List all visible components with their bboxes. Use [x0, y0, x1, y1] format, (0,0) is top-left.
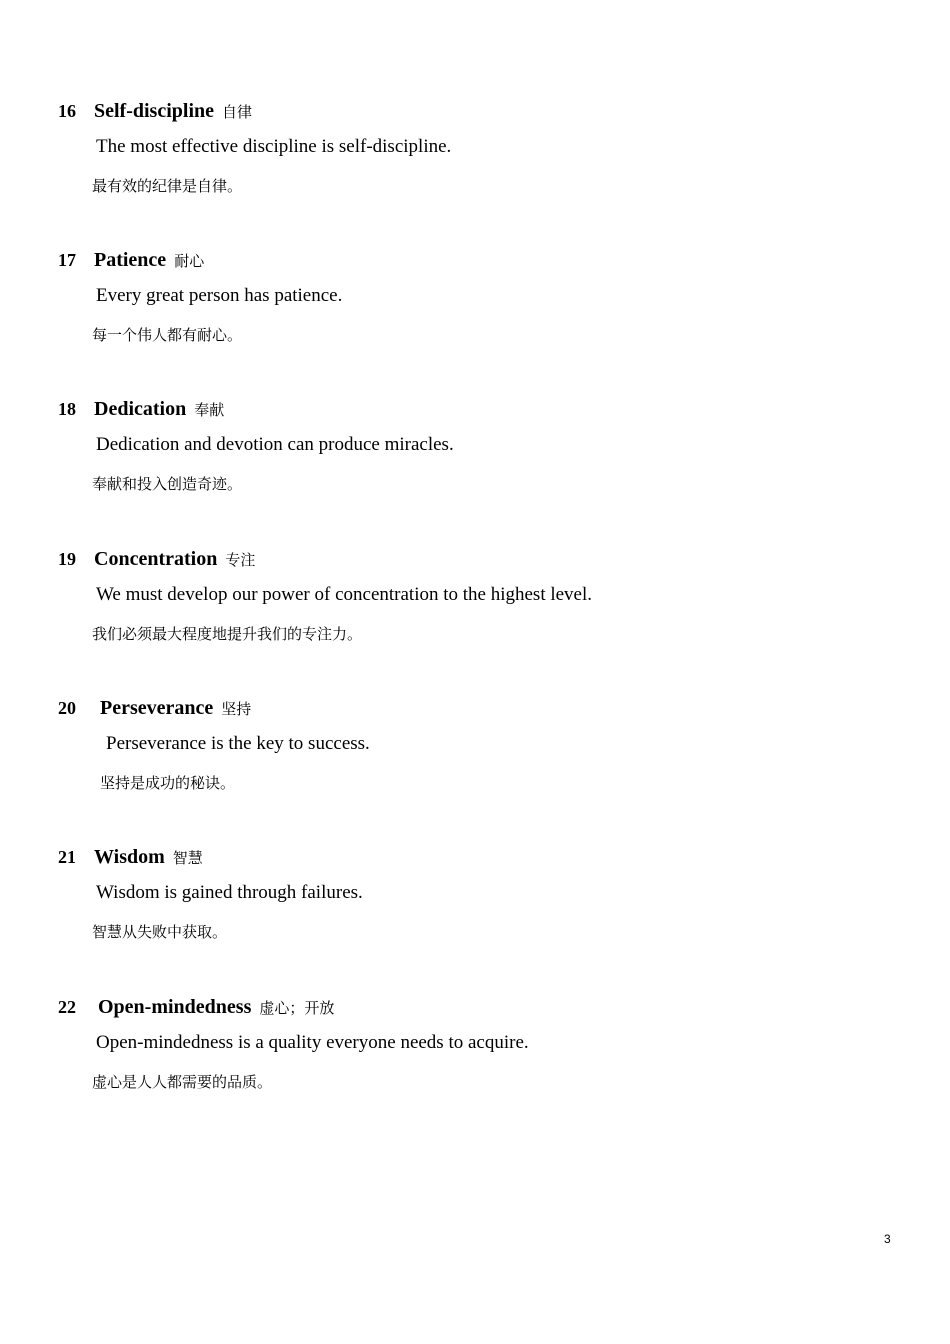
entry-heading [58, 397, 224, 421]
entry-term: Open-mindedness [98, 996, 252, 1018]
entry-chinese-sentence: 智慧从失败中获取。 [92, 923, 228, 941]
entry-number: 16 [58, 101, 76, 121]
entry-number: 19 [58, 549, 76, 569]
entry-term: Dedication [94, 398, 187, 420]
entry-term: Concentration [94, 548, 218, 570]
entry-term-chinese: 专注 [225, 551, 256, 569]
entry-term: Wisdom [94, 846, 165, 868]
entry-heading [58, 248, 204, 272]
entry-term-chinese: 坚持 [221, 700, 252, 718]
entry-heading [58, 547, 255, 571]
entry-number: 22 [58, 997, 76, 1017]
entry-heading [58, 995, 334, 1019]
entry-heading [58, 696, 251, 720]
entry-term: Perseverance [100, 697, 214, 719]
entry-english-sentence: We must develop our power of concentration to the highest level. [96, 584, 593, 605]
entry-english-sentence: Every great person has patience. [96, 285, 343, 306]
entry-20 [0, 696, 950, 826]
entry-term-chinese: 奉献 [194, 401, 225, 419]
entry-number: 18 [58, 399, 76, 419]
entry-22 [0, 995, 950, 1125]
entry-term: Patience [94, 249, 167, 271]
entry-english-sentence: The most effective discipline is self-discipline. [96, 136, 452, 157]
entry-english-sentence: Open-mindedness is a quality everyone needs to acquire. [96, 1032, 529, 1053]
entry-english-sentence: Perseverance is the key to success. [106, 733, 370, 754]
entry-term-chinese: 虚心；开放 [259, 999, 335, 1017]
entry-number: 17 [58, 250, 76, 270]
entry-term-chinese: 耐心 [174, 252, 205, 270]
entry-chinese-sentence: 最有效的纪律是自律。 [92, 177, 243, 195]
entry-term: Self-discipline [94, 100, 215, 122]
entry-term-chinese: 智慧 [172, 849, 203, 867]
entry-19 [0, 547, 950, 677]
entry-chinese-sentence: 虚心是人人都需要的品质。 [92, 1073, 273, 1091]
entry-chinese-sentence: 我们必须最大程度地提升我们的专注力。 [92, 625, 363, 643]
entry-chinese-sentence: 坚持是成功的秘诀。 [100, 774, 236, 792]
entry-number: 21 [58, 847, 76, 867]
entry-18 [0, 397, 950, 527]
page-number: 3 [884, 1232, 891, 1246]
entry-term-chinese: 自律 [222, 103, 253, 121]
entry-english-sentence: Wisdom is gained through failures. [96, 882, 363, 903]
entry-chinese-sentence: 每一个伟人都有耐心。 [92, 326, 243, 344]
entry-number: 20 [58, 698, 76, 718]
entry-chinese-sentence: 奉献和投入创造奇迹。 [92, 475, 243, 493]
entry-heading [58, 99, 252, 123]
entry-21 [0, 845, 950, 975]
entry-16 [0, 99, 950, 229]
entry-heading [58, 845, 203, 869]
entry-english-sentence: Dedication and devotion can produce miracles. [96, 434, 454, 455]
entry-17 [0, 248, 950, 378]
